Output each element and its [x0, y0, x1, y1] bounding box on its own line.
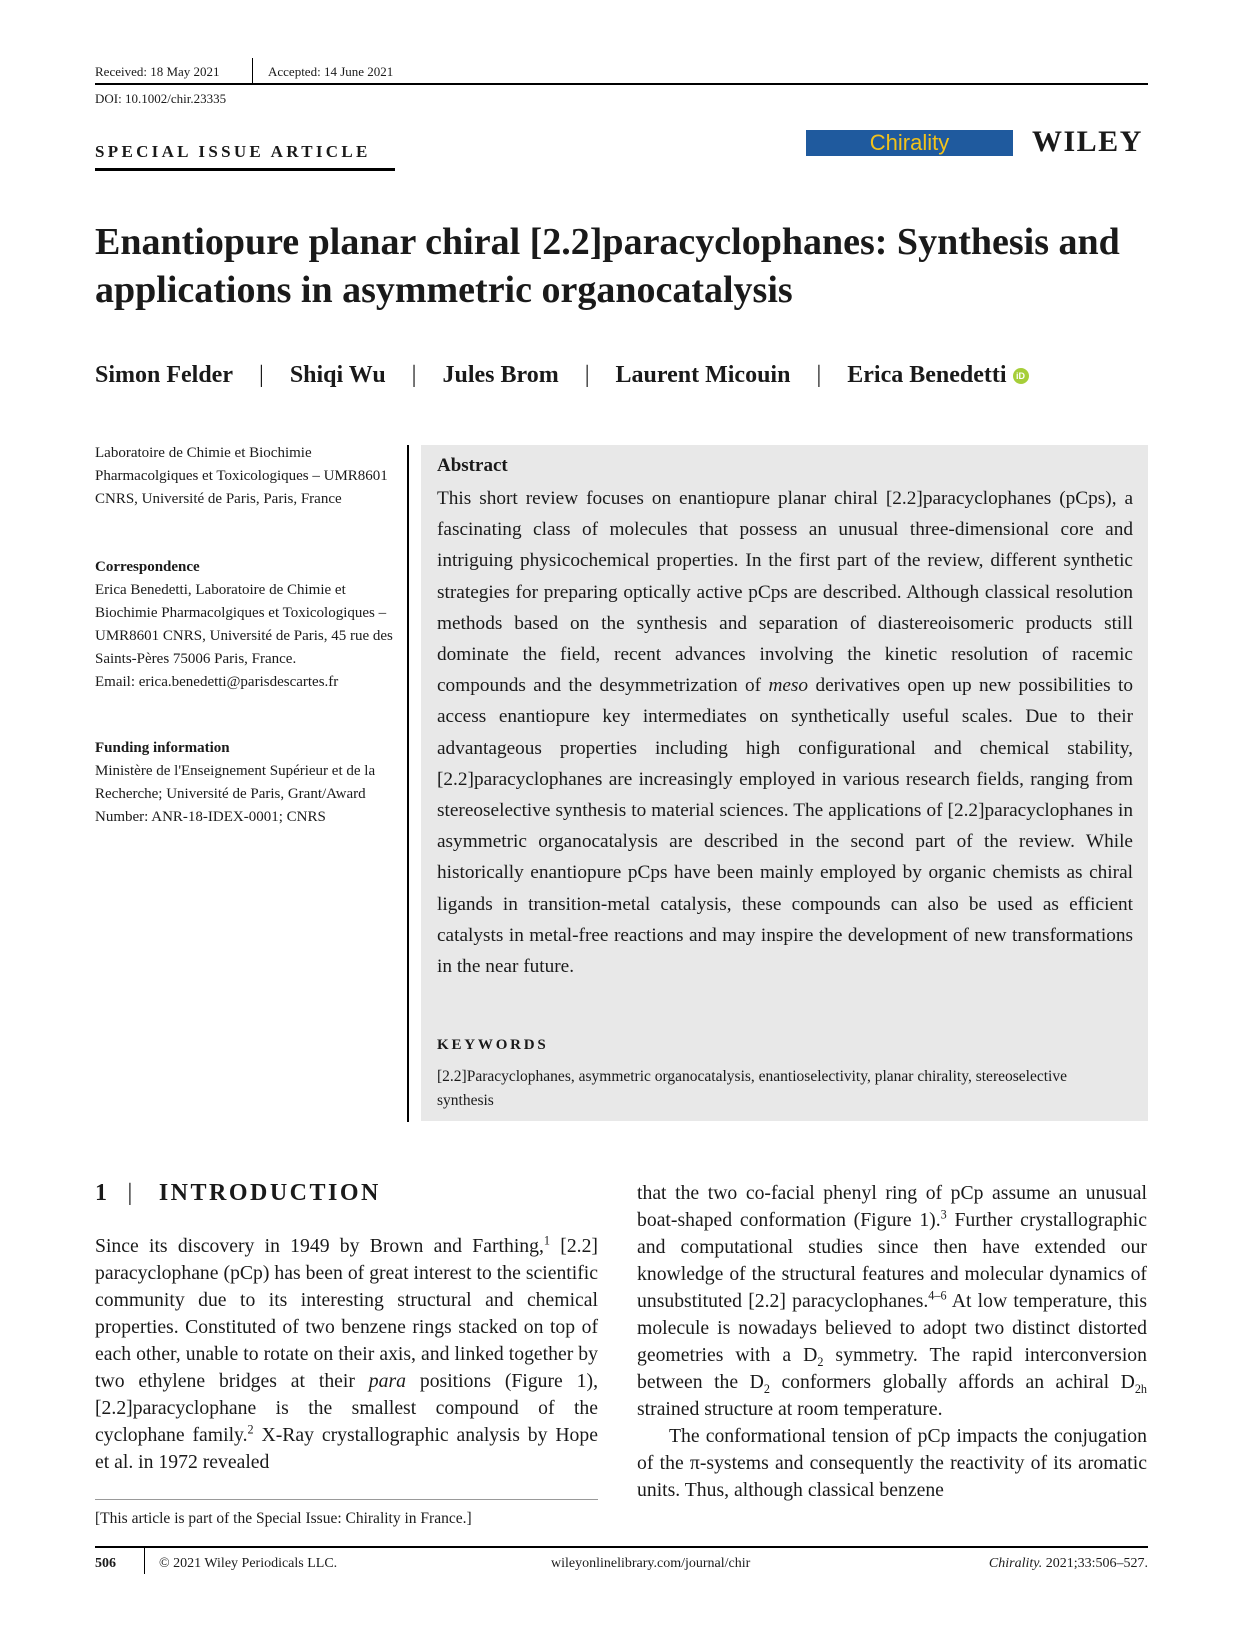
text-run: that the two co-facial phenyl ring of pCp assume an unusual boat-shaped conformation (Figure 1). — [637, 1182, 1147, 1231]
author-list — [95, 362, 1029, 389]
abstract-heading: Abstract — [437, 455, 508, 476]
author-separator: | — [411, 362, 417, 388]
page-number: 506 — [95, 1556, 116, 1571]
text-run: At low temperature, this molecule is nowadays believed to adopt two distinct distorted geometries with a D — [637, 1290, 1147, 1366]
section-number: 1 — [95, 1180, 110, 1206]
abstract-text-part: This short review focuses on enantiopure planar chiral [2.2]paracyclophanes (pCps), a fascinating class of molecules that possess an unusual three-dimensional core and intriguing physicochemical properties. In the first part of the review, different synthetic strategies for preparing optically active pCps are described. Although classical resolution methods based on the synthesis and separation of diastereoisomeric products still dominate the field, recent advances involving the kinetic resolution of racemic compounds and the desymmetrization of — [437, 488, 1133, 697]
footnote-rule — [95, 1499, 598, 1500]
text-run: positions (Figure 1), [2.2]paracyclophane is the smallest compound of the cyclophane family. — [95, 1370, 598, 1446]
header-rule — [95, 83, 1148, 85]
funding-block — [95, 737, 395, 829]
author-separator: | — [816, 362, 822, 388]
orcid-icon[interactable]: iD — [1013, 368, 1029, 384]
correspondence-email[interactable]: Email: erica.benedetti@parisdescartes.fr — [95, 674, 339, 690]
paragraph — [95, 1233, 598, 1476]
author-name[interactable]: Simon Felder — [95, 362, 233, 388]
keywords-heading: KEYWORDS — [437, 1037, 549, 1053]
body-column-left — [95, 1233, 598, 1476]
publisher-logo: WILEY — [1032, 125, 1143, 158]
section-underline — [95, 168, 395, 171]
author-name[interactable]: Laurent Micouin — [615, 362, 791, 388]
subscript: 2h — [1134, 1381, 1148, 1396]
author-name[interactable]: Shiqi Wu — [289, 362, 386, 388]
text-run: symmetry. The rapid interconversion between the D — [637, 1344, 1147, 1393]
correspondence-block — [95, 556, 395, 694]
text-run: [2.2] paracyclophane (pCp) has been of great interest to the scientific community due to its interesting structural and chemical properties. Constituted of two benzene rings stacked on top of each other, unable to rotate on their axis, and linked together by two ethylene bridges at their — [95, 1235, 598, 1392]
funding-heading: Funding information — [95, 740, 230, 756]
footer-separator — [144, 1548, 145, 1574]
article-title: Enantiopure planar chiral [2.2]paracyclophanes: Synthesis and applications in asymmetric organocatalysis — [95, 221, 1120, 311]
abstract-meso: meso — [768, 675, 809, 697]
section-bar: | — [127, 1180, 135, 1206]
funding-text: Ministère de l'Enseignement Supérieur et de la Recherche; Université de Paris, Grant/Award Number: ANR-18-IDEX-0001; CNRS — [95, 763, 376, 825]
text-run: para — [368, 1370, 406, 1392]
citation-journal: Chirality. — [988, 1556, 1043, 1571]
section-label: SPECIAL ISSUE ARTICLE — [95, 142, 371, 161]
doi: DOI: 10.1002/chir.23335 — [95, 91, 227, 106]
journal-logo: Chirality — [806, 130, 1013, 156]
author-name[interactable]: Jules Brom — [442, 362, 559, 388]
author-separator: | — [259, 362, 264, 388]
journal-url[interactable]: wileyonlinelibrary.com/journal/chir — [551, 1556, 751, 1571]
subscript: 2 — [763, 1381, 770, 1396]
text-run: Further crystallographic and computational studies since then have extended our knowledge of the structural features and molecular dynamics of unsubstituted [2.2] paracyclophanes. — [637, 1209, 1147, 1312]
received-date: Received: 18 May 2021 — [95, 64, 220, 79]
citation-ref[interactable]: 2 — [247, 1422, 254, 1437]
footer-rule — [95, 1546, 1148, 1548]
section-title: INTRODUCTION — [158, 1180, 381, 1206]
correspondence-heading: Correspondence — [95, 559, 200, 575]
accepted-date: Accepted: 14 June 2021 — [268, 64, 394, 79]
keywords-text: [2.2]Paracyclophanes, asymmetric organocatalysis, enantioselectivity, planar chirality, stereoselective synthesis — [437, 1068, 1067, 1109]
subscript: 2 — [817, 1354, 824, 1369]
author-separator: | — [584, 362, 590, 388]
abstract-side-rule — [407, 445, 409, 1122]
citation-ref[interactable]: 4–6 — [928, 1288, 947, 1303]
text-run: strained structure at room temperature. — [637, 1398, 943, 1420]
citation-ref[interactable]: 3 — [940, 1207, 947, 1222]
header-separator — [252, 58, 253, 84]
section-heading — [95, 1180, 381, 1207]
text-run: Since its discovery in 1949 by Brown and Farthing, — [95, 1235, 544, 1257]
abstract-text-part: derivatives open up new possibilities to access enantiopure key intermediates on synthetically useful scales. Due to their advantageous properties including high configurational and chemical stability, [2.2]paracyclophanes are increasingly employed in various research fields, ranging from stereoselective synthesis to material sciences. The applications of [2.2]paracyclophanes in asymmetric organocatalysis are described in the second part of the review. While historically enantiopure pCps have been mainly employed by organic chemists as chiral ligands in transition-metal catalysis, these compounds can also be used as efficient catalysts in metal-free reactions and may inspire the development of new transformations in the near future. — [437, 675, 1133, 978]
abstract-text — [437, 483, 1133, 982]
text-run: X-Ray crystallographic analysis by Hope et al. in 1972 revealed — [95, 1424, 598, 1473]
text-run: conformers globally affords an achiral D — [769, 1371, 1135, 1393]
paragraph: The conformational tension of pCp impacts the conjugation of the π-systems and consequently the reactivity of its aromatic units. Thus, although classical benzene — [637, 1425, 1147, 1501]
body-column-right — [637, 1180, 1147, 1504]
footnote: [This article is part of the Special Issue: Chirality in France.] — [95, 1510, 472, 1527]
copyright: © 2021 Wiley Periodicals LLC. — [159, 1556, 338, 1571]
paragraph — [637, 1180, 1147, 1423]
author-name[interactable]: Erica Benedetti — [847, 362, 1007, 388]
affiliation: Laboratoire de Chimie et Biochimie Pharmacolgiques et Toxicologiques – UMR8601 CNRS, Université de Paris, Paris, France — [95, 445, 388, 507]
citation-text: 2021;33:506–527. — [1045, 1556, 1148, 1571]
citation-ref[interactable]: 1 — [543, 1233, 551, 1248]
citation — [989, 1556, 1148, 1572]
correspondence-text: Erica Benedetti, Laboratoire de Chimie et Biochimie Pharmacolgiques et Toxicologiques – UMR8601 CNRS, Université de Paris, 45 rue des Saints-Pères 75006 Paris, France. — [95, 582, 393, 667]
